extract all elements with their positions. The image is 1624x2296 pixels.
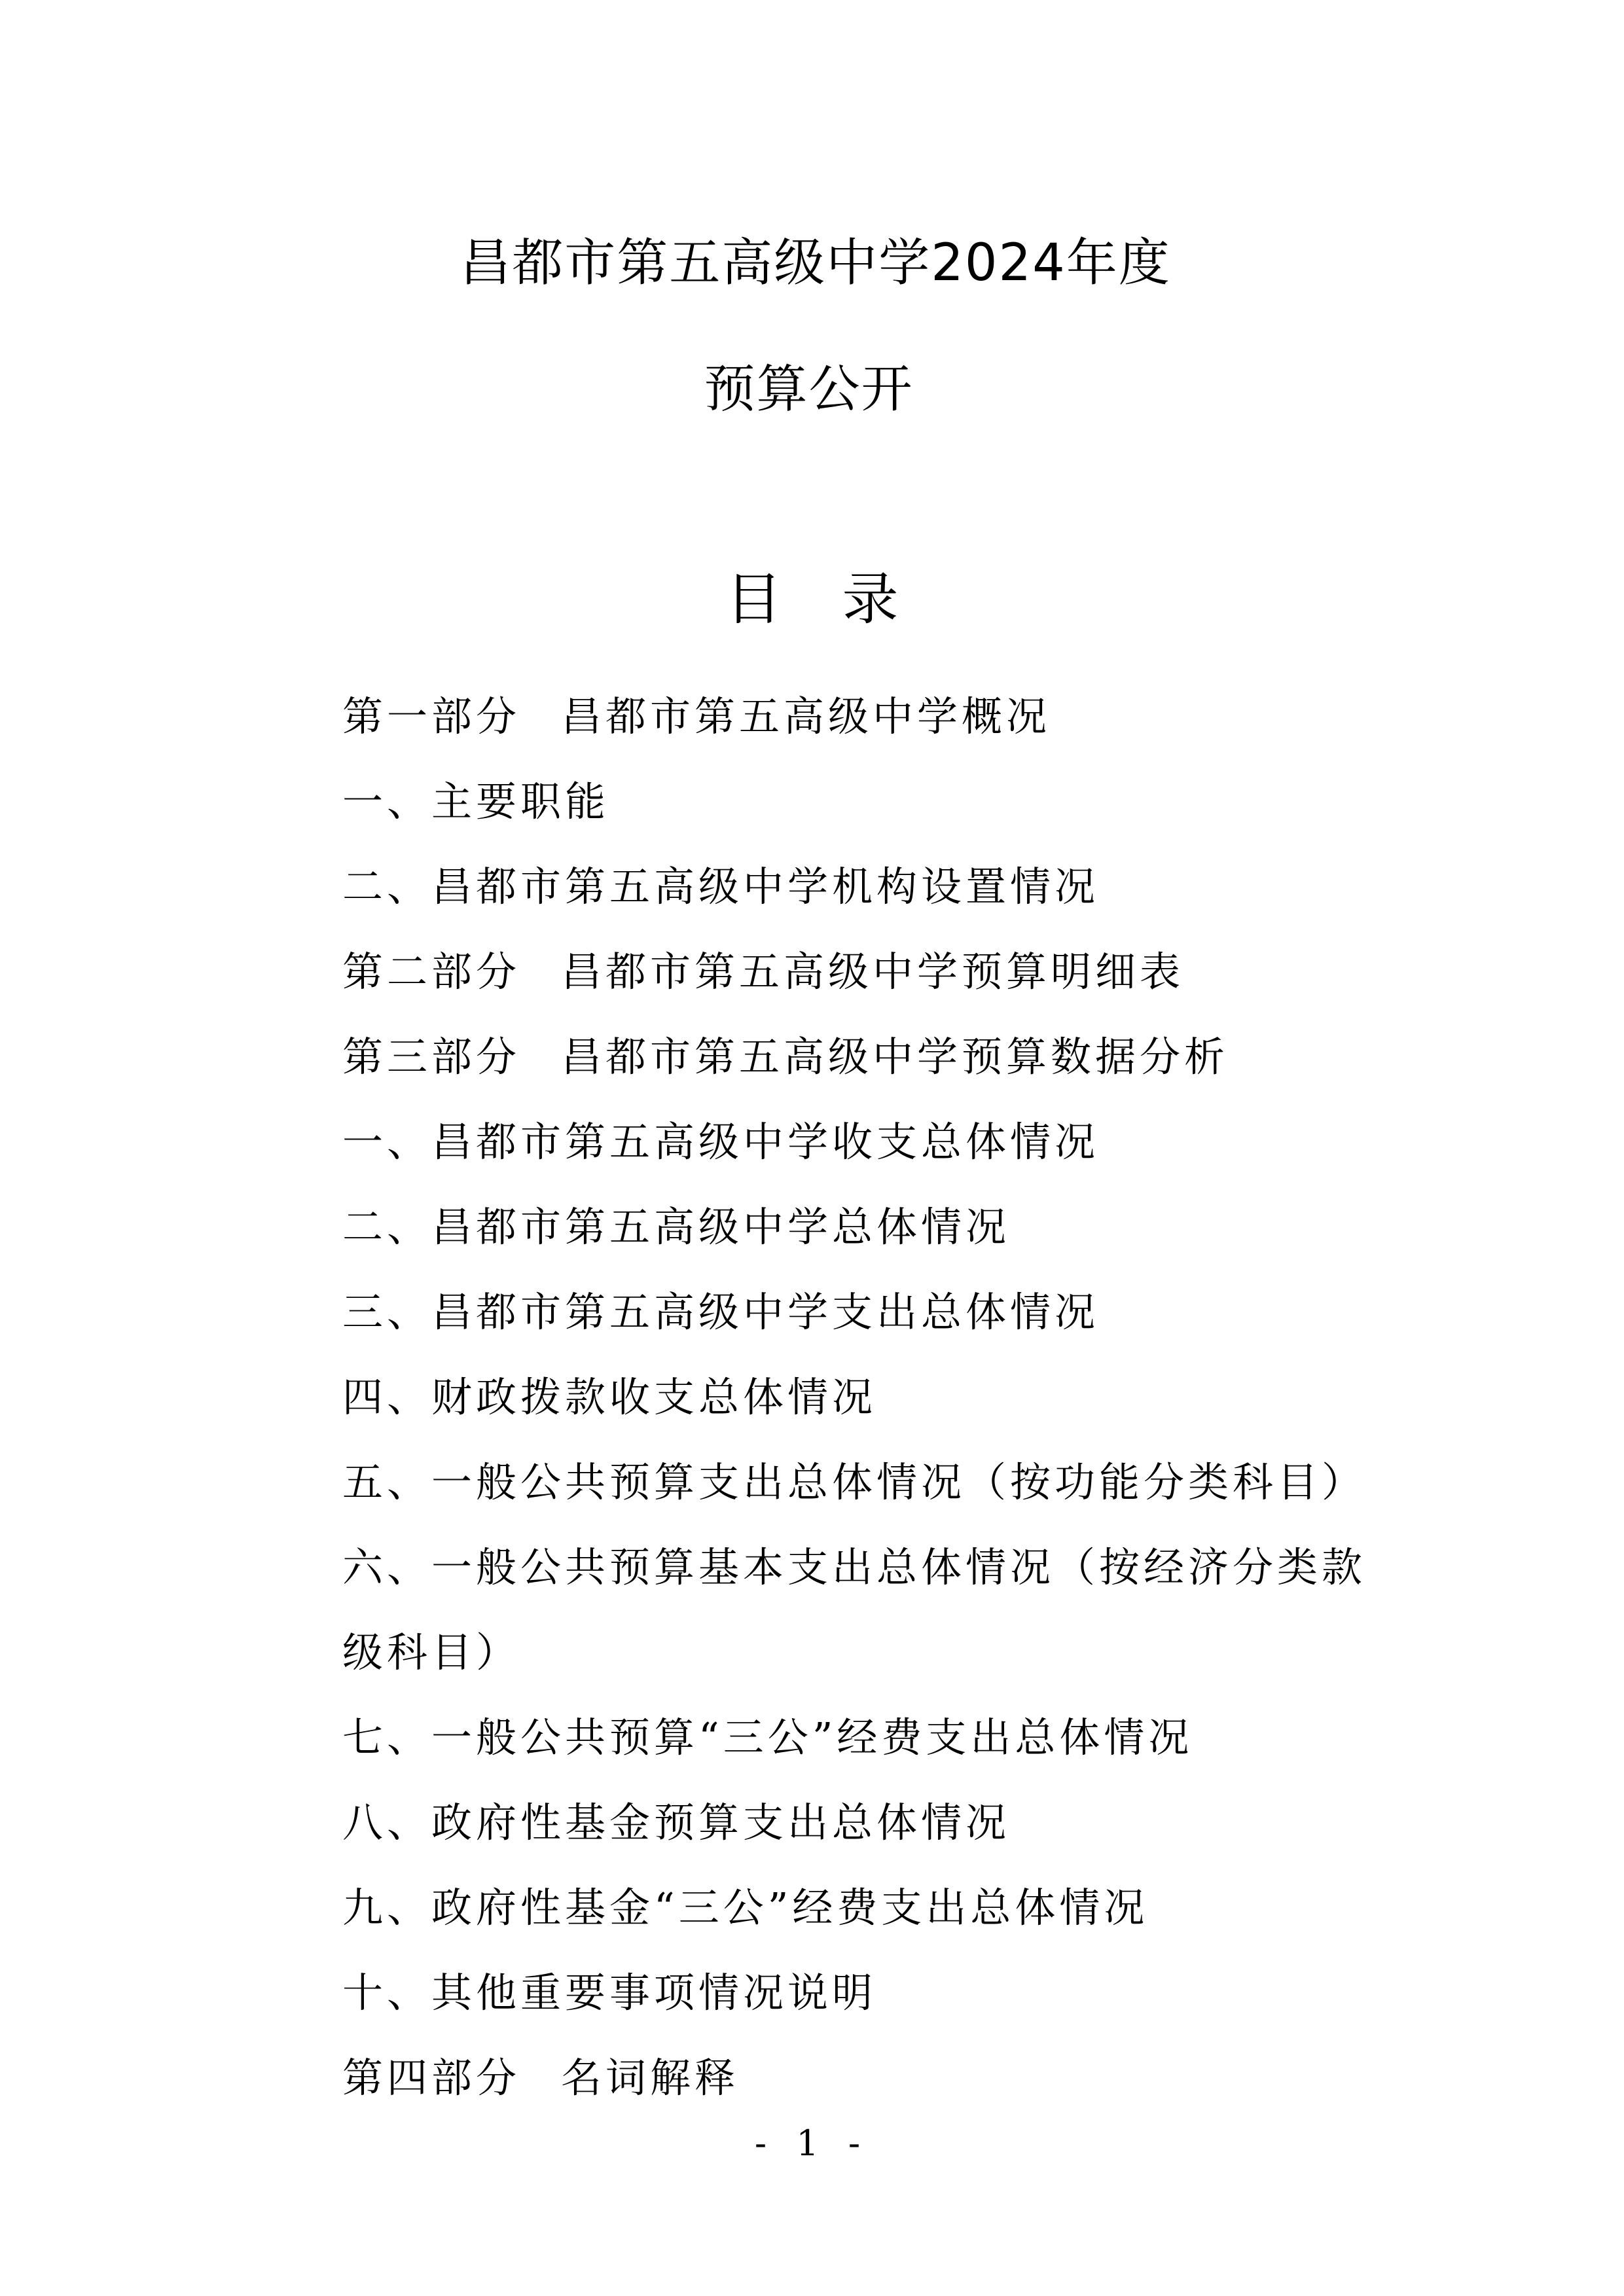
- toc-part-label: 第四部分: [342, 2054, 521, 2102]
- toc-entry: [342, 759, 1455, 844]
- toc-entry: [342, 1440, 1455, 1525]
- toc-entry-text: 名词解释: [561, 2054, 740, 2102]
- toc-entry: [342, 1780, 1455, 1865]
- toc-entry-text: 四、财政拨款收支总体情况: [342, 1373, 877, 1421]
- toc-entry-text: 六、一般公共预算基本支出总体情况（按经济分类款级科目）: [342, 1543, 1367, 1676]
- toc-entry: [342, 1695, 1455, 1780]
- page-number: - 1 -: [754, 2123, 870, 2164]
- toc-entry-part-2: [342, 929, 1455, 1014]
- toc-entry-text: 昌都市第五高级中学概况: [561, 692, 1051, 740]
- toc-entry-text: 昌都市第五高级中学预算数据分析: [561, 1033, 1229, 1081]
- table-of-contents: [342, 674, 1455, 2121]
- toc-entry: [342, 844, 1455, 929]
- toc-entry-text: 二、昌都市第五高级中学总体情况: [342, 1203, 1011, 1251]
- document-title-line-2: 预算公开: [704, 360, 914, 419]
- toc-entry-text: 五、一般公共预算支出总体情况（按功能分类科目）: [342, 1458, 1367, 1506]
- toc-entry: [342, 1355, 1455, 1440]
- toc-entry: [342, 1100, 1455, 1185]
- toc-entry-text: 三、昌都市第五高级中学支出总体情况: [342, 1288, 1100, 1336]
- toc-entry: [342, 1865, 1455, 1950]
- toc-heading: 目录: [725, 567, 959, 632]
- toc-part-label: 第一部分: [342, 692, 521, 740]
- toc-entry-part-4: [342, 2036, 1455, 2121]
- toc-entry-part-3: [342, 1014, 1455, 1100]
- toc-entry: [342, 1950, 1455, 2036]
- toc-entry-part-1: [342, 674, 1455, 759]
- toc-entry-text: 一、主要职能: [342, 778, 610, 825]
- toc-entry-text: 昌都市第五高级中学预算明细表: [561, 948, 1185, 996]
- toc-part-label: 第二部分: [342, 948, 521, 996]
- toc-entry-text: 一、昌都市第五高级中学收支总体情况: [342, 1118, 1100, 1166]
- toc-entry: [342, 1185, 1455, 1270]
- toc-entry-text: 十、其他重要事项情况说明: [342, 1969, 877, 2017]
- toc-part-label: 第三部分: [342, 1033, 521, 1081]
- toc-entry: [342, 1270, 1455, 1355]
- toc-entry-text: 二、昌都市第五高级中学机构设置情况: [342, 863, 1100, 910]
- toc-entry-text: 九、政府性基金“三公”经费支出总体情况: [342, 1884, 1149, 1931]
- document-title-line-1: 昌都市第五高级中学2024年度: [460, 234, 1171, 293]
- toc-entry-text: 八、政府性基金预算支出总体情况: [342, 1799, 1011, 1846]
- toc-entry-text: 七、一般公共预算“三公”经费支出总体情况: [342, 1713, 1193, 1761]
- toc-entry: [342, 1525, 1390, 1695]
